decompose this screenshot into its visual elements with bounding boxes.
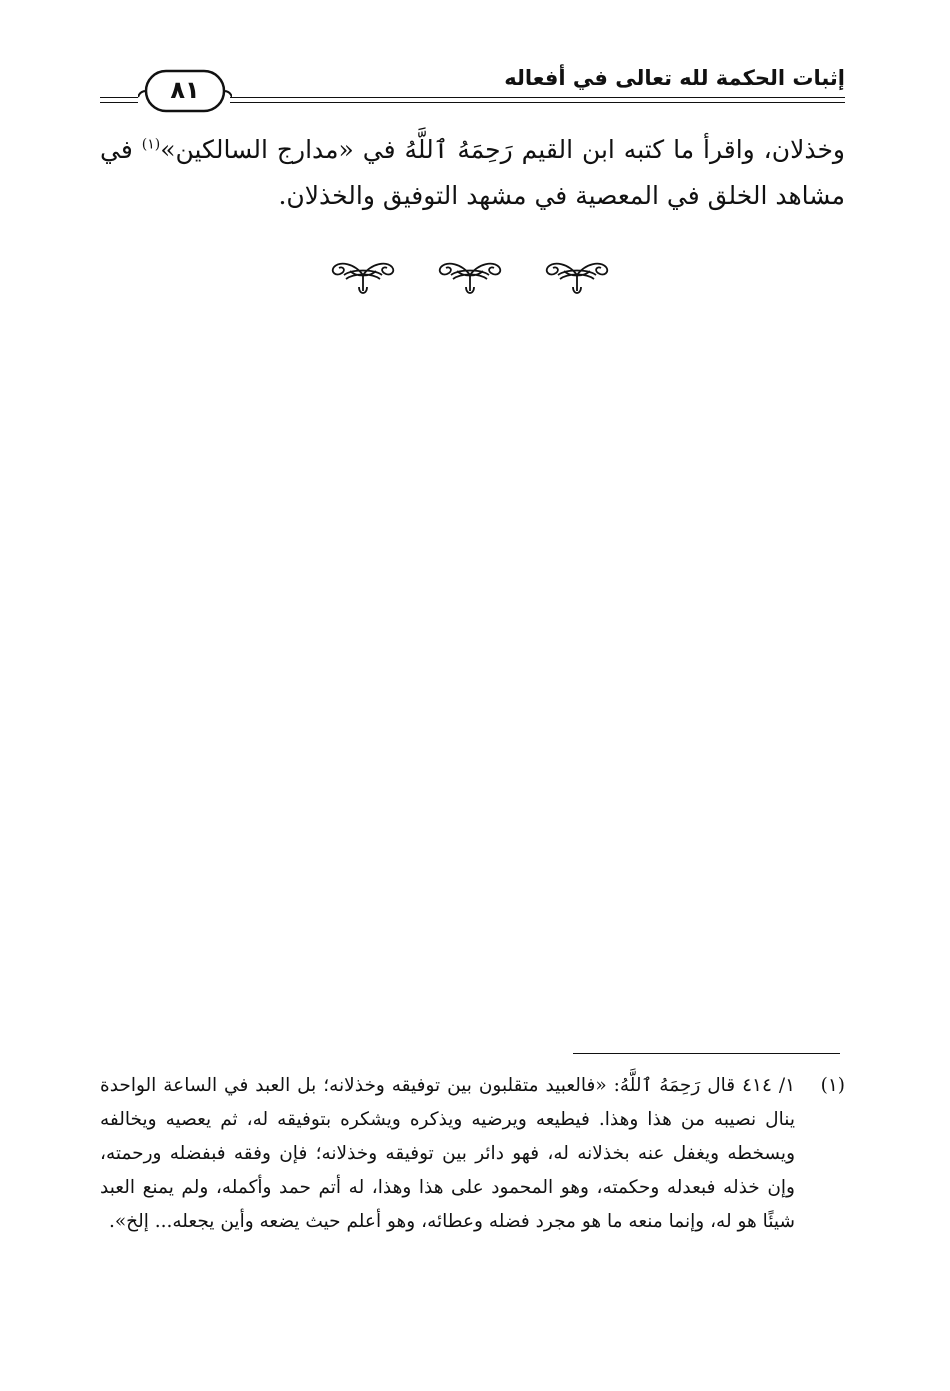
floral-ornament-icon: [544, 253, 610, 299]
page-number-badge: [138, 68, 232, 114]
header-rule: [230, 102, 845, 103]
main-paragraph: [100, 127, 845, 219]
page-number: ٨١: [170, 76, 200, 104]
section-ornaments: [330, 253, 610, 303]
honorific: رَحِمَهُ ٱللَّهُ: [404, 135, 513, 164]
footnotes: [100, 1069, 845, 1239]
header-rule: [230, 97, 845, 98]
honorific: رَحِمَهُ ٱللَّهُ: [619, 1075, 701, 1096]
paragraph-text: في «مدارج السالكين»: [160, 135, 396, 164]
header-rule: [100, 102, 138, 103]
footnote-separator: [573, 1053, 840, 1054]
paragraph-text: في مشاهد الخلق في المعصية في مشهد التوفيق والخذلان.: [100, 135, 845, 210]
footnote: [100, 1069, 845, 1239]
footnote-source: ١/ ٤١٤ قال: [707, 1075, 795, 1096]
floral-ornament-icon: [330, 253, 396, 299]
page-header: [100, 60, 845, 110]
floral-ornament-icon: [437, 253, 503, 299]
header-rule: [100, 97, 138, 98]
running-title: إثبات الحكمة لله تعالى في أفعاله: [504, 66, 845, 90]
footnote-marker: (١): [820, 1075, 845, 1096]
footnote-text: : «فالعبيد متقلبون بين توفيقه وخذلانه؛ بل العبد في الساعة الواحدة ينال نصيبه من هذا وهذا. فيطيعه ويرضيه ويذكره ويشكره بتوفيقه له، ثم يعصيه ويخالفه ويسخطه ويغفل عنه بخذلانه له، فهو دائر بين توفيقه وخذلانه؛ فإن وفقه فبفضله ورحمته، وإن خذله فبعدله وحكمته، وهو المحمود على هذا وهذا، له أتم حمد وأكمله، ولم يمنع العبد شيئًا هو له، وإنما منعه ما هو مجرد فضله وعطائه، وهو أعلم حيث يضعه وأين يجعله... إلخ».: [100, 1075, 795, 1232]
paragraph-text: وخذلان، واقرأ ما كتبه ابن القيم: [521, 135, 845, 164]
footnote-reference[interactable]: (١): [141, 136, 161, 153]
